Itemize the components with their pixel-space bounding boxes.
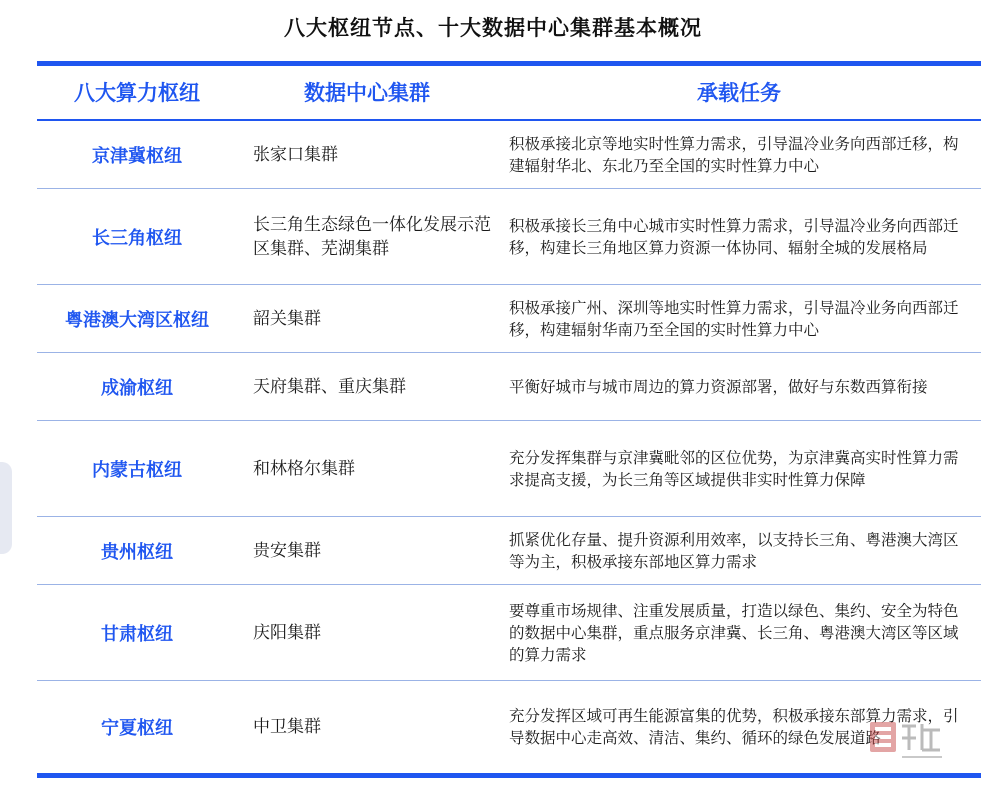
column-header-cluster: 数据中心集群 xyxy=(304,81,430,105)
table-row xyxy=(37,681,981,773)
hub-name: 粤港澳大湾区枢纽 xyxy=(65,309,209,331)
task-description: 充分发挥集群与京津冀毗邻的区位优势，为京津冀高实时性算力需求提高支援，为长三角等区域提供非实时性算力保障 xyxy=(509,448,959,489)
table-row xyxy=(37,285,981,353)
cluster-name: 庆阳集群 xyxy=(253,622,321,643)
cluster-name: 和林格尔集群 xyxy=(253,458,355,479)
task-description: 积极承接北京等地实时性算力需求，引导温冷业务向西部迁移，构建辐射华北、东北乃至全国的实时性算力中心 xyxy=(509,134,959,175)
task-description: 充分发挥区域可再生能源富集的优势，积极承接东部算力需求，引导数据中心走高效、清洁、集约、循环的绿色发展道路 xyxy=(509,707,959,747)
task-description: 积极承接广州、深圳等地实时性算力需求，引导温冷业务向西部迁移，构建辐射华南乃至全国的实时性算力中心 xyxy=(509,298,959,339)
table-row xyxy=(37,585,981,681)
hub-name: 甘肃枢纽 xyxy=(101,623,173,645)
cluster-name: 韶关集群 xyxy=(253,308,321,329)
hub-name: 长三角枢纽 xyxy=(92,227,182,249)
cluster-name: 长三角生态绿色一体化发展示范区集群、芜湖集群 xyxy=(253,214,491,259)
cluster-name: 贵安集群 xyxy=(253,540,321,561)
watermark-stamp-icon xyxy=(868,716,958,764)
task-description: 要尊重市场规律、注重发展质量，打造以绿色、集约、安全为特色的数据中心集群，重点服务京津冀、长三角、粤港澳大湾区等区域的算力需求 xyxy=(509,601,959,664)
cluster-name: 张家口集群 xyxy=(253,144,338,165)
table-row xyxy=(37,353,981,421)
table-row xyxy=(37,421,981,517)
task-description: 积极承接长三角中心城市实时性算力需求，引导温冷业务向西部迁移，构建长三角地区算力资源一体协同、辐射全城的发展格局 xyxy=(509,216,959,257)
hub-name: 京津冀枢纽 xyxy=(92,145,182,167)
task-description: 平衡好城市与城市周边的算力资源部署，做好与东数西算衔接 xyxy=(509,377,928,396)
hub-name: 成渝枢纽 xyxy=(101,377,173,399)
hub-name: 内蒙古枢纽 xyxy=(92,459,182,481)
table-body xyxy=(37,121,981,773)
table-row xyxy=(37,517,981,585)
page-title: 八大枢纽节点、十大数据中心集群基本概况 xyxy=(284,16,702,40)
column-header-task: 承载任务 xyxy=(697,81,781,105)
table-row xyxy=(37,189,981,285)
hub-name: 宁夏枢纽 xyxy=(101,718,173,739)
table-row xyxy=(37,121,981,189)
hub-name: 贵州枢纽 xyxy=(101,541,173,563)
cluster-name: 天府集群、重庆集群 xyxy=(253,376,406,397)
task-description: 抓紧优化存量、提升资源利用效率，以支持长三角、粤港澳大湾区等为主，积极承接东部地区算力需求 xyxy=(509,530,959,571)
cluster-name: 中卫集群 xyxy=(253,717,321,737)
column-header-hub: 八大算力枢纽 xyxy=(74,81,200,105)
side-tab-handle[interactable] xyxy=(0,462,12,554)
table-bottom-rule xyxy=(37,773,981,778)
table-top-rule xyxy=(37,61,981,66)
